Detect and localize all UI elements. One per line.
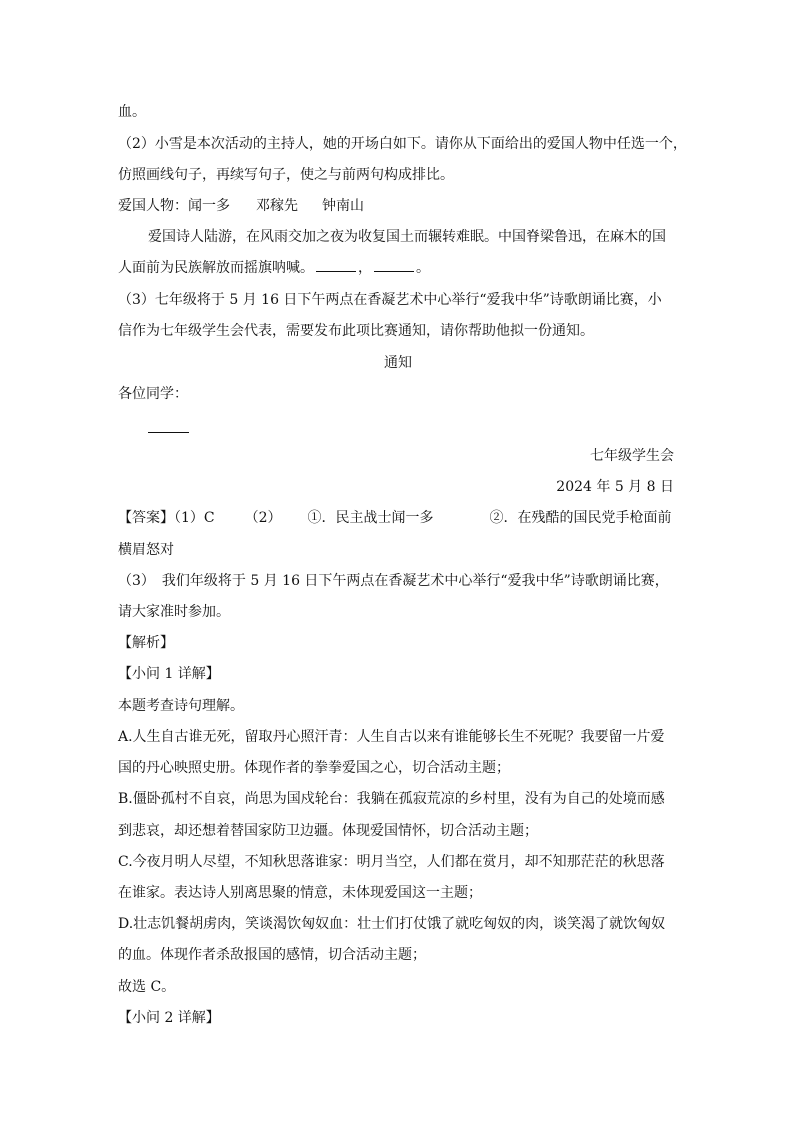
question-2-prompt: （2）小雪是本次活动的主持人，她的开场白如下。请你从下面给出的爱国人物中任选一个， xyxy=(118,136,687,152)
answer-3-continued: 请大家准时参加。 xyxy=(118,604,230,620)
answer-1: （1）C xyxy=(174,510,215,526)
opening-speech-continued xyxy=(118,258,678,278)
question-3-prompt: （3）七年级将于 5 月 16 日下午两点在香凝艺术中心举行“爱我中华”诗歌朗诵比赛，小 xyxy=(118,292,662,308)
text-line: 仿照画线句子，再续写句子，使之与前两句构成排比。 xyxy=(118,167,454,183)
answer-2b: ②．在残酷的国民党手枪面前 xyxy=(489,510,672,526)
option-b: B.僵卧孤村不自哀，尚思为国戍轮台：我躺在孤寂荒凉的乡村里，没有为自己的处境而感 xyxy=(118,791,665,807)
patriot-list-label: 爱国人物： xyxy=(118,198,188,214)
text-line: 本题考查诗句理解。 xyxy=(118,698,244,714)
option-a-continued: 国的丹心映照史册。体现作者的拳拳爱国之心，切合活动主题； xyxy=(118,760,510,776)
option-c: C.今夜月明人尽望，不知秋思落谁家：明月当空，人们都在赏月，却不知那茫茫的秋思落 xyxy=(118,854,665,870)
answer-line xyxy=(118,508,678,528)
notice-title: 通知 xyxy=(384,355,412,371)
patriot-name: 闻一多 xyxy=(188,198,230,214)
answer-label: 【答案】 xyxy=(118,510,174,526)
sub-question-2-heading: 【小问 2 详解】 xyxy=(118,1010,220,1026)
text-line: 血。 xyxy=(118,104,146,120)
option-d: D.壮志饥餐胡虏肉，笑谈渴饮匈奴血：壮士们打仗饿了就吃匈奴的肉，谈笑渴了就饮匈奴 xyxy=(118,916,666,932)
option-d-continued: 的血。体现作者杀敌报国的感情，切合活动主题； xyxy=(118,947,426,963)
answer-2a: ①．民主战士闻一多 xyxy=(307,510,434,526)
text-line: 信作为七年级学生会代表，需要发布此项比赛通知，请你帮助他拟一份通知。 xyxy=(118,323,594,339)
patriot-name: 钟南山 xyxy=(322,198,364,214)
patriot-list xyxy=(118,196,678,216)
answer-2-label: （2） xyxy=(244,510,282,526)
notice-date: 2024 年 5 月 8 日 xyxy=(556,479,674,495)
option-a: A.人生自古谁无死，留取丹心照汗青：人生自古以来有谁能够长生不死呢？我要留一片爱 xyxy=(118,729,665,745)
answer-3: （3） 我们年级将于 5 月 16 日下午两点在香凝艺术中心举行“爱我中华”诗歌朗诵比赛， xyxy=(118,573,669,589)
opening-speech: 爱国诗人陆游，在风雨交加之夜为收复国土而辗转难眠。中国脊梁鲁迅，在麻木的国 xyxy=(148,229,666,245)
option-b-continued: 到悲哀，却还想着替国家防卫边疆。体现爱国情怀，切合活动主题； xyxy=(118,823,538,839)
text-segment: 。 xyxy=(416,260,430,276)
answer-2b-continued: 横眉怒对 xyxy=(118,542,174,558)
text-segment: 人面前为民族解放而摇旗呐喊。 xyxy=(118,260,314,276)
notice-signature: 七年级学生会 xyxy=(590,448,674,464)
answer-blank xyxy=(316,259,356,272)
notice-greeting: 各位同学： xyxy=(118,386,188,402)
analysis-heading: 【解析】 xyxy=(118,635,174,651)
text-segment: ， xyxy=(358,260,372,276)
option-c-continued: 在谁家。表达诗人别离思聚的情意，未体现爱国这一主题； xyxy=(118,885,482,901)
sub-question-1-heading: 【小问 1 详解】 xyxy=(118,666,220,682)
conclusion: 故选 C。 xyxy=(118,979,176,995)
patriot-name: 邓稼先 xyxy=(256,198,298,214)
answer-blank xyxy=(374,259,414,272)
notice-body-blank xyxy=(148,432,189,433)
